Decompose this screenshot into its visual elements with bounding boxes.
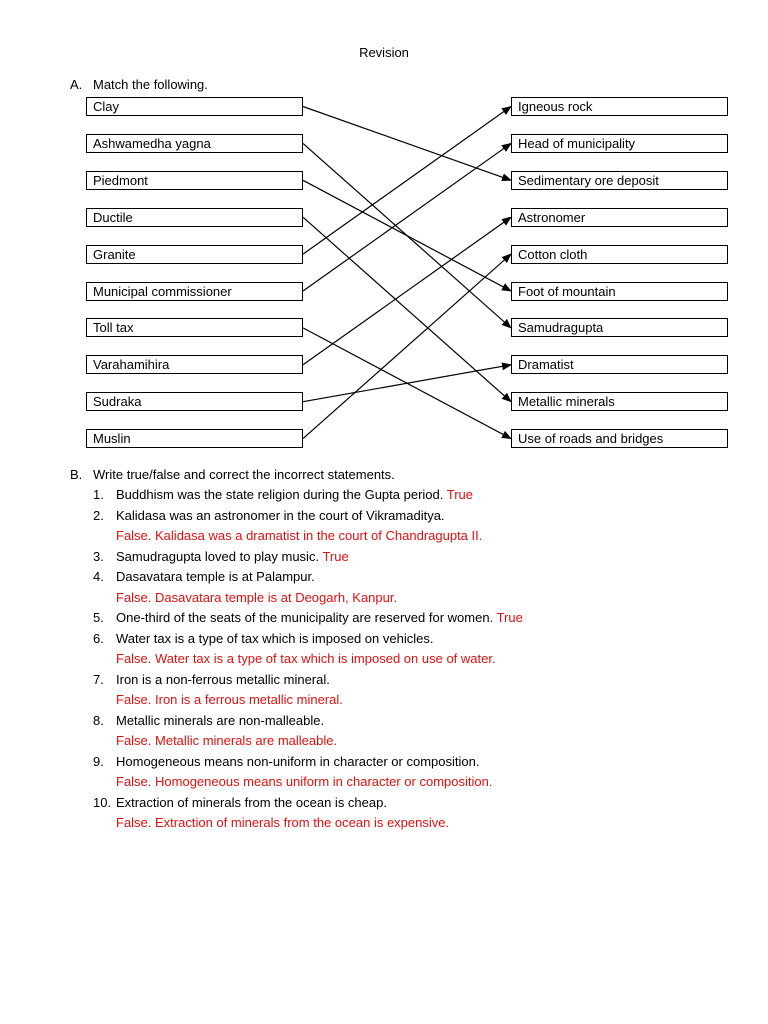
question-number: 10.	[93, 794, 112, 810]
question-statement: Homogeneous means non-uniform in character or composition.	[116, 753, 480, 769]
section-a-heading: Match the following.	[93, 77, 208, 92]
right-item: Samudragupta	[511, 318, 728, 337]
left-item: Clay	[86, 97, 303, 116]
question-text	[116, 549, 349, 564]
left-item: Municipal commissioner	[86, 282, 303, 301]
match-line	[303, 365, 511, 402]
inline-answer: True	[496, 610, 523, 625]
match-line	[303, 143, 511, 291]
question-statement: Dasavatara temple is at Palampur.	[116, 569, 315, 584]
section-b-marker: B.	[70, 467, 83, 482]
correction-answer: False. Iron is a ferrous metallic mineral.	[116, 692, 343, 707]
left-item: Muslin	[86, 429, 303, 448]
left-item: Toll tax	[86, 318, 303, 337]
left-item: Ductile	[86, 208, 303, 227]
section-b-heading: Write true/false and correct the incorrect statements.	[93, 467, 395, 482]
question-number: 9.	[93, 753, 104, 769]
right-item: Astronomer	[511, 208, 728, 227]
right-item: Foot of mountain	[511, 282, 728, 301]
question-number: 4.	[93, 569, 104, 584]
inline-answer: True	[446, 487, 474, 502]
question-number: 3.	[93, 548, 104, 564]
question-statement: Iron is a non-ferrous metallic mineral.	[116, 671, 330, 687]
question-number: 7.	[93, 671, 104, 687]
right-item: Igneous rock	[511, 97, 728, 116]
question-statement: Extraction of minerals from the ocean is cheap.	[116, 794, 387, 810]
correction-answer: False. Metallic minerals are malleable.	[116, 733, 338, 748]
question-number: 2.	[93, 507, 104, 523]
question-text	[116, 487, 473, 502]
right-item: Dramatist	[511, 355, 728, 374]
match-line	[303, 107, 511, 181]
right-item: Head of municipality	[511, 134, 728, 153]
question-number: 8.	[93, 712, 104, 728]
question-text	[116, 631, 433, 646]
match-line	[303, 180, 511, 291]
question-statement: Metallic minerals are non-malleable.	[116, 712, 325, 728]
correction-answer: False. Homogeneous means uniform in character or composition.	[116, 774, 493, 789]
right-item: Use of roads and bridges	[511, 429, 728, 448]
question-text	[116, 569, 315, 584]
question-text	[116, 795, 387, 810]
match-line	[303, 217, 511, 402]
right-item: Sedimentary ore deposit	[511, 171, 728, 190]
question-text	[116, 508, 445, 523]
right-item: Metallic minerals	[511, 392, 728, 411]
question-text	[116, 713, 324, 728]
left-item: Ashwamedha yagna	[86, 134, 303, 153]
page-title: Revision	[359, 45, 409, 60]
correction-answer: False. Kalidasa was a dramatist in the court of Chandragupta II.	[116, 528, 483, 543]
question-statement: Kalidasa was an astronomer in the court of Vikramaditya.	[116, 507, 445, 523]
right-item: Cotton cloth	[511, 245, 728, 264]
left-item: Sudraka	[86, 392, 303, 411]
section-a-marker: A.	[70, 77, 83, 92]
left-item: Granite	[86, 245, 303, 264]
question-number: 1.	[93, 487, 104, 502]
left-item: Varahamihira	[86, 355, 303, 374]
inline-answer: True	[322, 548, 349, 564]
correction-answer: False. Water tax is a type of tax which is imposed on use of water.	[116, 651, 496, 666]
match-line	[303, 254, 511, 439]
question-number: 5.	[93, 610, 104, 625]
question-statement: Buddhism was the state religion during the Gupta period.	[116, 487, 444, 502]
question-statement: Samudragupta loved to play music.	[116, 548, 320, 564]
match-line	[303, 107, 511, 255]
question-text	[116, 672, 330, 687]
matching-lines	[0, 0, 768, 460]
left-item: Piedmont	[86, 171, 303, 190]
correction-answer: False. Extraction of minerals from the ocean is expensive.	[116, 815, 450, 830]
question-number: 6.	[93, 630, 104, 646]
question-statement: Water tax is a type of tax which is imposed on vehicles.	[116, 630, 434, 646]
question-text	[116, 610, 523, 625]
match-line	[303, 217, 511, 365]
correction-answer: False. Dasavatara temple is at Deogarh, Kanpur.	[116, 589, 398, 605]
question-statement: One-third of the seats of the municipality are reserved for women.	[116, 610, 494, 625]
question-text	[116, 754, 479, 769]
